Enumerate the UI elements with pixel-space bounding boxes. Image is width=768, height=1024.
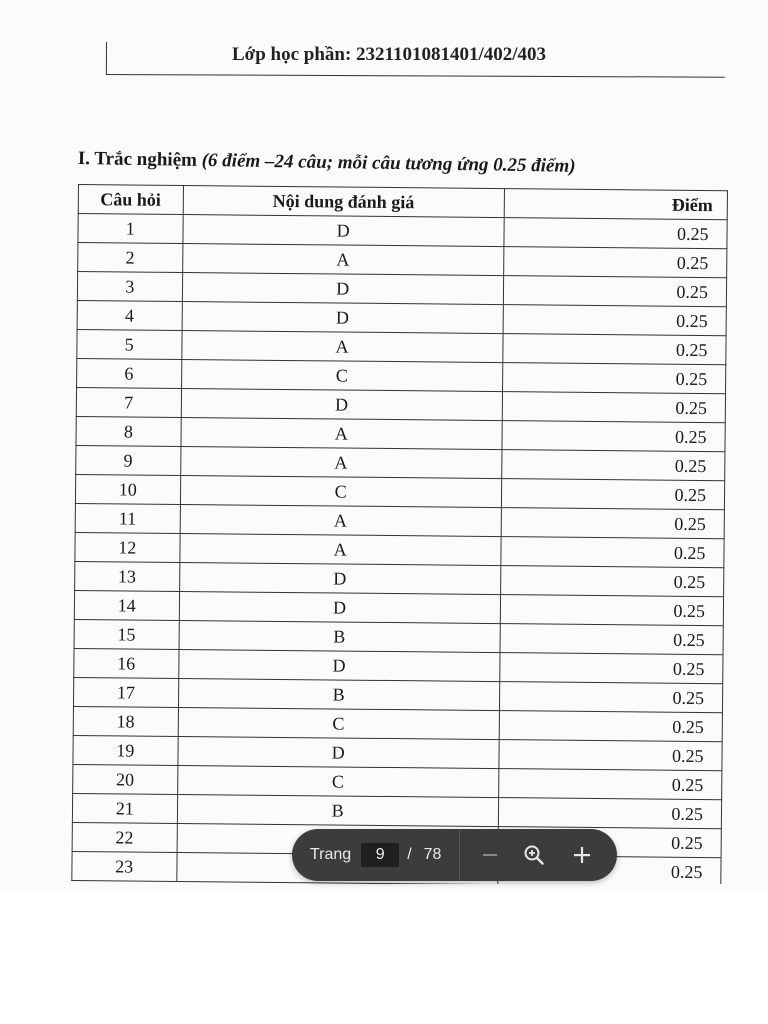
score-cell: 0.25 bbox=[501, 450, 725, 481]
score-cell: 0.25 bbox=[500, 653, 724, 684]
score-cell: 0.25 bbox=[502, 392, 726, 423]
question-number-cell: 15 bbox=[74, 619, 179, 649]
page-total: 78 bbox=[423, 846, 442, 863]
score-cell: 0.25 bbox=[498, 856, 722, 887]
page-number-input[interactable] bbox=[361, 843, 399, 867]
question-number-cell: 11 bbox=[75, 503, 180, 533]
answer-cell: D bbox=[182, 302, 504, 334]
question-number-cell: 3 bbox=[77, 272, 182, 302]
question-number-cell: 12 bbox=[75, 532, 180, 562]
question-number-cell: 21 bbox=[72, 793, 177, 823]
score-cell: 0.25 bbox=[500, 566, 724, 597]
score-cell: 0.25 bbox=[502, 363, 726, 394]
answer-cell: D bbox=[179, 562, 501, 594]
answer-cell: A bbox=[179, 533, 501, 565]
pdf-viewer-toolbar bbox=[292, 829, 617, 881]
score-cell: 0.25 bbox=[501, 508, 725, 539]
header-score: Điểm bbox=[504, 189, 728, 220]
answer-cell: D bbox=[179, 591, 501, 623]
score-cell: 0.25 bbox=[499, 711, 723, 742]
page-label: Trang bbox=[310, 846, 352, 863]
question-number-cell: 19 bbox=[73, 735, 178, 765]
answer-cell: D bbox=[177, 736, 499, 768]
answer-cell: A bbox=[180, 446, 502, 478]
page-bottom-edge bbox=[74, 884, 728, 890]
question-number-cell: 8 bbox=[76, 416, 181, 446]
score-cell: 0.25 bbox=[498, 827, 722, 858]
zoom-magnifier-icon bbox=[522, 843, 546, 867]
answer-cell: C bbox=[181, 360, 503, 392]
answer-cell: B bbox=[179, 620, 501, 652]
question-number-cell: 18 bbox=[73, 706, 178, 736]
question-number-cell: 6 bbox=[77, 358, 182, 388]
plus-icon bbox=[571, 844, 593, 866]
question-number-cell: 13 bbox=[75, 561, 180, 591]
score-cell: 0.25 bbox=[498, 798, 722, 829]
question-number-cell: 4 bbox=[77, 300, 182, 330]
score-cell: 0.25 bbox=[503, 247, 727, 278]
answer-cell: C bbox=[177, 765, 499, 797]
score-cell: 0.25 bbox=[499, 682, 723, 713]
score-cell: 0.25 bbox=[500, 595, 724, 626]
question-number-cell: 20 bbox=[73, 764, 178, 794]
question-number-cell: 1 bbox=[78, 214, 183, 244]
question-number-cell: 10 bbox=[75, 474, 180, 504]
zoom-out-button[interactable] bbox=[468, 833, 512, 877]
zoom-in-button[interactable] bbox=[560, 833, 604, 877]
answer-cell: A bbox=[182, 244, 504, 276]
header-question: Câu hỏi bbox=[78, 185, 183, 215]
minus-icon bbox=[480, 845, 500, 865]
question-number-cell: 7 bbox=[76, 387, 181, 417]
answer-cell: D bbox=[182, 215, 504, 247]
question-number-cell: 5 bbox=[77, 329, 182, 359]
answer-cell: B bbox=[177, 794, 499, 826]
question-number-cell: 16 bbox=[74, 648, 179, 678]
question-number-cell: 9 bbox=[76, 445, 181, 475]
score-cell: 0.25 bbox=[503, 305, 727, 336]
score-cell: 0.25 bbox=[503, 276, 727, 307]
score-cell: 0.25 bbox=[498, 769, 722, 800]
answer-cell: A bbox=[181, 417, 503, 449]
score-cell: 0.25 bbox=[504, 218, 728, 249]
header-content: Nội dung đánh giá bbox=[183, 186, 505, 218]
question-number-cell: 14 bbox=[74, 590, 179, 620]
class-header: Lớp học phần: 2321101081401/402/403 bbox=[232, 44, 547, 65]
answer-cell: B bbox=[178, 678, 500, 710]
answer-cell: D bbox=[182, 273, 504, 305]
score-cell: 0.25 bbox=[499, 740, 723, 771]
section-title-main: I. Trắc nghiệm bbox=[77, 148, 198, 171]
answer-cell: A bbox=[180, 504, 502, 536]
score-cell: 0.25 bbox=[501, 537, 725, 568]
zoom-fit-button[interactable] bbox=[512, 833, 556, 877]
answer-table bbox=[71, 184, 728, 887]
score-cell: 0.25 bbox=[501, 479, 725, 510]
score-cell: 0.25 bbox=[503, 334, 727, 365]
answer-cell: C bbox=[180, 475, 502, 507]
score-cell: 0.25 bbox=[502, 421, 726, 452]
score-cell: 0.25 bbox=[500, 624, 724, 655]
answer-table-body bbox=[72, 214, 727, 887]
answer-cell: D bbox=[178, 649, 500, 681]
answer-cell: C bbox=[178, 707, 500, 739]
section-title bbox=[78, 148, 576, 178]
question-number-cell: 2 bbox=[78, 243, 183, 273]
section-title-subtitle: (6 điểm –24 câu; mỗi câu tương ứng 0.25 điểm) bbox=[201, 149, 576, 177]
question-number-cell: 23 bbox=[72, 851, 177, 881]
question-number-cell: 17 bbox=[73, 677, 178, 707]
toolbar-divider bbox=[459, 829, 460, 881]
question-number-cell: 22 bbox=[72, 822, 177, 852]
answer-cell: D bbox=[181, 388, 503, 420]
page-separator: / bbox=[407, 846, 412, 863]
answer-cell: A bbox=[181, 331, 503, 363]
